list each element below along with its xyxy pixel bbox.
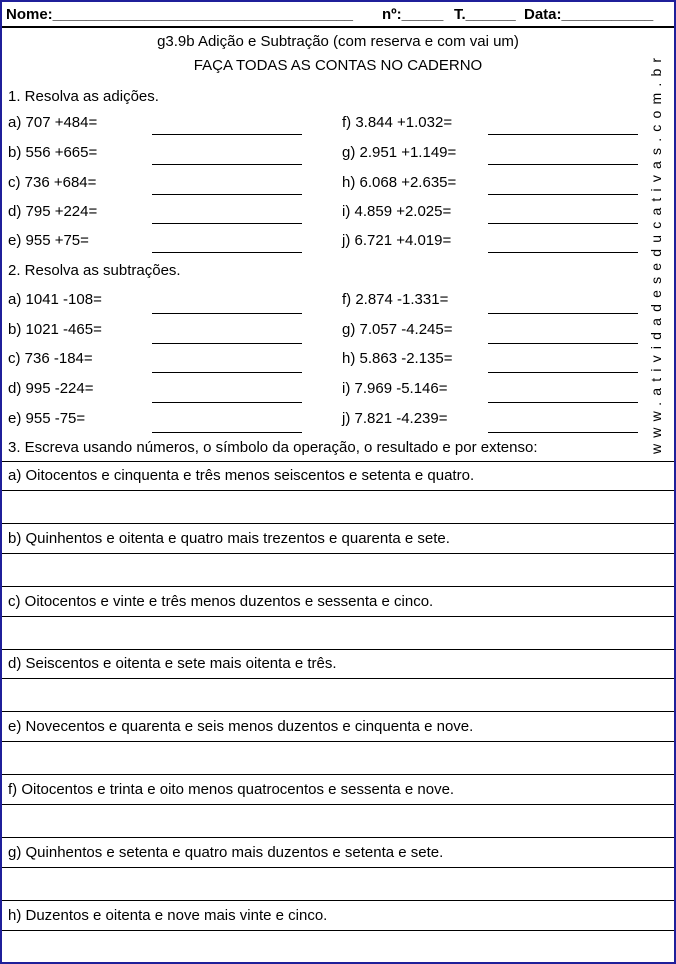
addition-problem: e) 955 +75= <box>8 232 89 249</box>
answer-line <box>488 223 638 224</box>
number-field-label: nº:_____ <box>382 6 444 23</box>
answer-line <box>488 134 638 135</box>
answer-line <box>488 164 638 165</box>
worksheet-title: g3.9b Adição e Subtração (com reserva e com vai um) <box>157 33 519 50</box>
writing-line <box>2 930 674 931</box>
writing-line <box>2 553 674 554</box>
answer-line <box>152 223 302 224</box>
writing-line <box>2 586 674 587</box>
writing-line <box>2 837 674 838</box>
subtraction-problem: a) 1041 -108= <box>8 291 102 308</box>
answer-line <box>488 343 638 344</box>
subtraction-problem: g) 7.057 -4.245= <box>342 321 453 338</box>
answer-line <box>152 402 302 403</box>
addition-problem: j) 6.721 +4.019= <box>342 232 452 249</box>
addition-problem: g) 2.951 +1.149= <box>342 144 457 161</box>
writing-line <box>2 867 674 868</box>
section-2-heading: 2. Resolva as subtrações. <box>8 262 181 279</box>
subtraction-problem: b) 1021 -465= <box>8 321 102 338</box>
watermark-text: www.atividadeseducativas.com.br <box>648 51 664 454</box>
writing-line <box>2 741 674 742</box>
writing-line <box>2 804 674 805</box>
addition-problem: f) 3.844 +1.032= <box>342 114 453 131</box>
answer-line <box>152 252 302 253</box>
word-problem: g) Quinhentos e setenta e quatro mais duzentos e setenta e sete. <box>8 844 444 861</box>
answer-line <box>488 432 638 433</box>
answer-line <box>152 313 302 314</box>
writing-line <box>2 616 674 617</box>
addition-problem: a) 707 +484= <box>8 114 98 131</box>
subtraction-problem: c) 736 -184= <box>8 350 93 367</box>
name-field-label: Nome:____________________________________ <box>6 6 353 23</box>
subtraction-problem: j) 7.821 -4.239= <box>342 410 448 427</box>
writing-line <box>2 490 674 491</box>
header-row <box>2 2 674 28</box>
word-problem: b) Quinhentos e oitenta e quatro mais trezentos e quarenta e sete. <box>8 530 450 547</box>
answer-line <box>152 432 302 433</box>
writing-line <box>2 523 674 524</box>
section-3-heading: 3. Escreva usando números, o símbolo da operação, o resultado e por extenso: <box>8 439 538 456</box>
writing-line <box>2 774 674 775</box>
subtraction-problem: h) 5.863 -2.135= <box>342 350 453 367</box>
addition-problem: b) 556 +665= <box>8 144 98 161</box>
answer-line <box>488 194 638 195</box>
side-watermark <box>644 51 664 454</box>
addition-problem: h) 6.068 +2.635= <box>342 174 457 191</box>
subtraction-problem: i) 7.969 -5.146= <box>342 380 448 397</box>
date-field-label: Data:___________ <box>524 6 654 23</box>
writing-line <box>2 711 674 712</box>
addition-problem: c) 736 +684= <box>8 174 97 191</box>
word-problem: d) Seiscentos e oitenta e sete mais oitenta e três. <box>8 655 337 672</box>
answer-line <box>152 164 302 165</box>
answer-line <box>152 372 302 373</box>
writing-line <box>2 900 674 901</box>
writing-line <box>2 649 674 650</box>
answer-line <box>152 134 302 135</box>
subtraction-problem: e) 955 -75= <box>8 410 86 427</box>
answer-line <box>152 194 302 195</box>
addition-problem: i) 4.859 +2.025= <box>342 203 452 220</box>
answer-line <box>488 372 638 373</box>
worksheet-subtitle: FAÇA TODAS AS CONTAS NO CADERNO <box>193 57 483 74</box>
word-problem: f) Oitocentos e trinta e oito menos quatrocentos e sessenta e nove. <box>8 781 455 798</box>
addition-problem: d) 795 +224= <box>8 203 98 220</box>
writing-line <box>2 678 674 679</box>
word-problem: h) Duzentos e oitenta e nove mais vinte e cinco. <box>8 907 328 924</box>
answer-line <box>488 402 638 403</box>
section-1-heading: 1. Resolva as adições. <box>8 88 159 105</box>
word-problem: e) Novecentos e quarenta e seis menos duzentos e cinquenta e nove. <box>8 718 474 735</box>
word-problem: c) Oitocentos e vinte e três menos duzentos e sessenta e cinco. <box>8 593 434 610</box>
subtraction-problem: d) 995 -224= <box>8 380 94 397</box>
answer-line <box>488 252 638 253</box>
answer-line <box>488 313 638 314</box>
word-problem: a) Oitocentos e cinquenta e três menos seiscentos e setenta e quatro. <box>8 467 475 484</box>
class-field-label: T.______ <box>454 6 516 23</box>
answer-line <box>152 343 302 344</box>
writing-line <box>2 461 674 462</box>
subtraction-problem: f) 2.874 -1.331= <box>342 291 449 308</box>
